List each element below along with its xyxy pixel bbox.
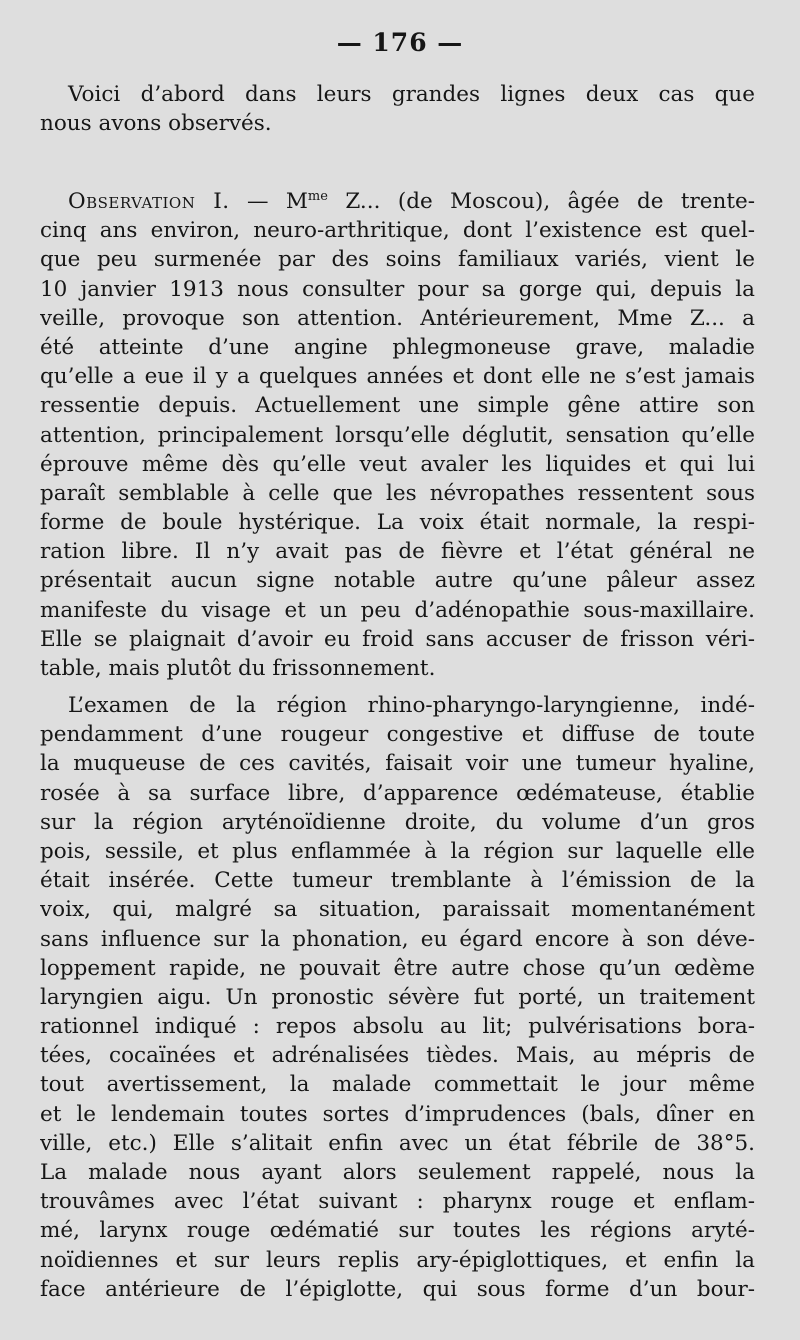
observation-paragraph [40,187,755,683]
observation-first-line-rest: Z... (de Moscou), âgée de trente- [327,189,755,214]
text-line: loppement rapide, ne pouvait être autre chose qu’un œdème [40,955,755,981]
text-line: attention, principalement lorsqu’elle déglutit, sensation qu’elle [40,422,755,448]
text-line: mé, larynx rouge œdématié sur toutes les régions aryté- [40,1218,755,1244]
text-line: nous avons observés. [40,111,272,137]
text-line: ressentie depuis. Actuellement une simple gêne attire son [40,393,755,419]
text-line: 10 janvier 1913 nous consulter pour sa gorge qui, depuis la [40,276,755,302]
text-line: ration libre. Il n’y avait pas de fièvre et l’état général ne [40,539,755,565]
exam-paragraph [40,691,755,1304]
observation-dash: — M [229,189,308,214]
intro-paragraph [40,80,755,138]
text-line: sur la région aryténoïdienne droite, du volume d’un gros [40,809,755,835]
text-line: rationnel indiqué : repos absolu au lit; pulvérisations bora- [40,1014,755,1040]
text-line: trouvâmes avec l’état suivant : pharynx rouge et enflam- [40,1189,755,1215]
text-line: Voici d’abord dans leurs grandes lignes deux cas que [68,82,755,107]
text-line: présentait aucun signe notable autre qu’une pâleur assez [40,568,755,594]
text-line: été atteinte d’une angine phlegmoneuse grave, maladie [40,334,755,360]
text-line: qu’elle a eue il y a quelques années et dont elle ne s’est jamais [40,364,755,390]
text-line: La malade nous ayant alors seulement rappelé, nous la [40,1160,755,1185]
text-line: était insérée. Cette tumeur tremblante à l’émission de la [40,868,755,894]
page-number: — 176 — [336,28,464,57]
text-line: table, mais plutôt du frissonnement. [40,656,436,681]
text-line: la muqueuse de ces cavités, faisait voir une tumeur hyaline, [40,751,755,777]
observation-heading: Observation I. [68,189,230,214]
text-line: et le lendemain toutes sortes d’imprudences (bals, dîner en [40,1101,755,1127]
text-line: voix, qui, malgré sa situation, paraissait momentanément [40,897,755,923]
text-line: que peu surmenée par des soins familiaux variés, vient le [40,247,755,273]
text-line: cinq ans environ, neuro-arthritique, dont l’existence est quel- [40,218,755,244]
text-line: paraît semblable à celle que les névropathes ressentent sous [40,480,755,506]
text-line: L’examen de la région rhino-pharyngo-laryngienne, indé- [68,693,755,718]
text-line: pois, sessile, et plus enflammée à la région sur laquelle elle [40,838,755,864]
observation-first-line [40,187,755,216]
text-line: veille, provoque son attention. Antérieurement, Mme Z... a [40,305,755,331]
text-line: manifeste du visage et un peu d’adénopathie sous-maxillaire. [40,597,755,623]
text-line: laryngien aigu. Un pronostic sévère fut porté, un traitement [40,984,755,1010]
text-line: pendamment d’une rougeur congestive et diffuse de toute [40,722,755,748]
text-line: noïdiennes et sur leurs replis ary-épiglottiques, et enfin la [40,1247,755,1273]
text-line: tout avertissement, la malade commettait le jour même [40,1072,755,1098]
text-line: ville, etc.) Elle s’alitait enfin avec un état fébrile de 38°5. [40,1130,755,1156]
text-line: sans influence sur la phonation, eu égard encore à son déve- [40,926,755,952]
text-line: face antérieure de l’épiglotte, qui sous forme d’un bour- [40,1276,755,1302]
text-line: tées, cocaïnées et adrénalisées tièdes. Mais, au mépris de [40,1043,755,1069]
text-line: rosée à sa surface libre, d’apparence œdémateuse, établie [40,780,755,806]
text-line: forme de boule hystérique. La voix était normale, la respi- [40,510,755,536]
text-line: éprouve même dès qu’elle veut avaler les liquides et qui lui [40,451,755,477]
title-superscript: me [307,188,328,204]
text-line: Elle se plaignait d’avoir eu froid sans accuser de frisson véri- [40,626,755,652]
